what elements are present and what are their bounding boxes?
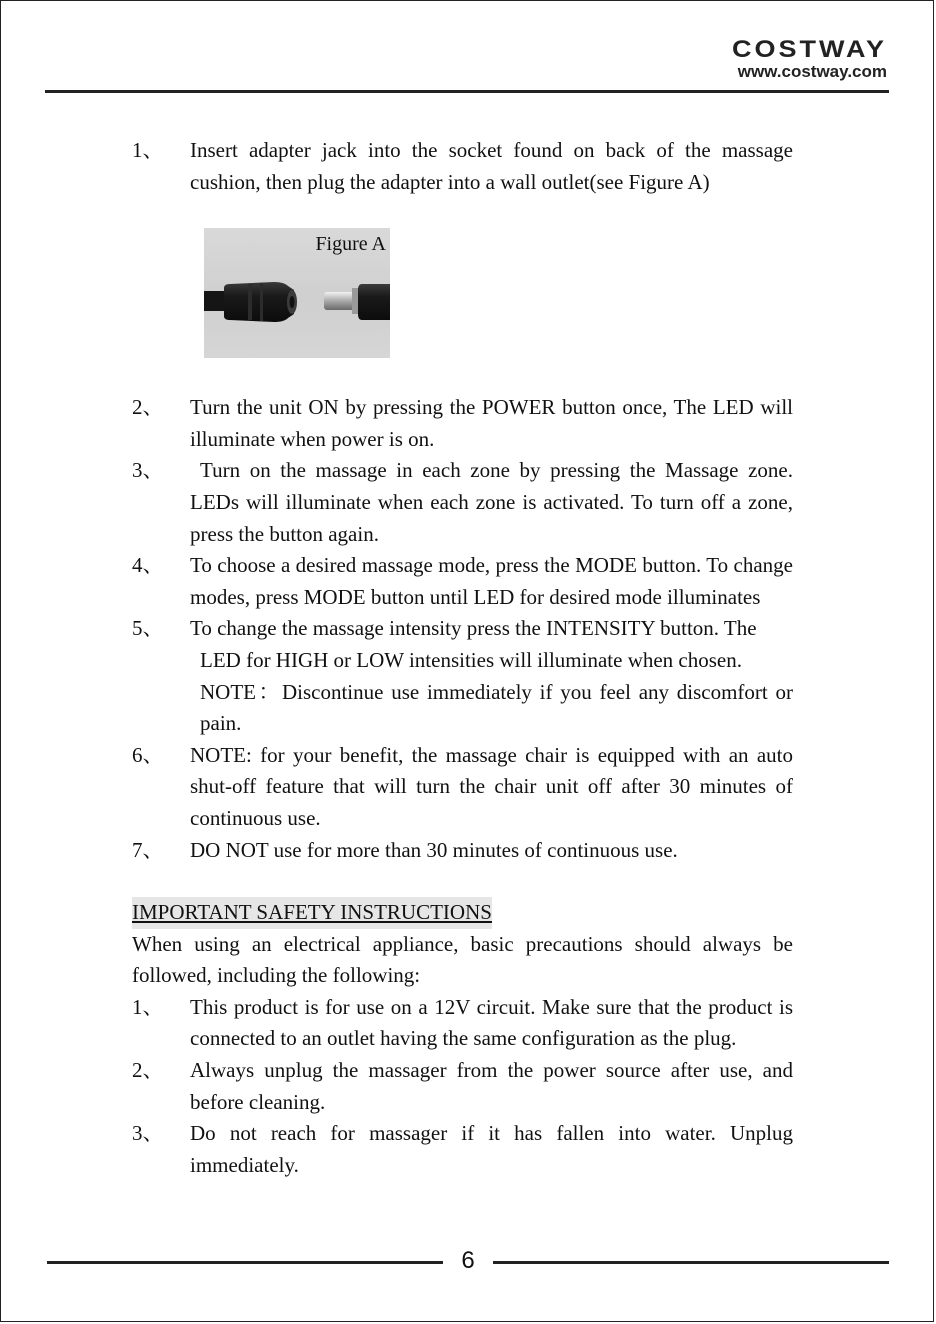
step-number: 4、: [132, 553, 164, 578]
brand-block: [732, 35, 887, 81]
step-text: NOTE: for your benefit, the massage chair is equipped with an auto shut-off feature that will turn the chair unit off after 30 minutes of continuous use.: [190, 742, 793, 830]
step-note: NOTE：Discontinue use immediately if you feel any discomfort or pain.: [200, 679, 793, 736]
safety-item-2: [132, 1055, 793, 1118]
figure-label: Figure A: [315, 233, 386, 256]
safety-item-3: [132, 1118, 793, 1181]
step-7: [132, 835, 793, 867]
step-number: 2、: [132, 395, 164, 420]
step-number: 3、: [132, 458, 164, 483]
step-text: Turn on the massage in each zone by pressing the Massage zone. LEDs will illuminate when each zone is activated. To turn off a zone, press the button again.: [190, 458, 793, 546]
step-5: [132, 613, 793, 739]
step-text-block: [190, 613, 793, 739]
step-text: Insert adapter jack into the socket found on back of the massage cushion, then plug the adapter into a wall outlet(see Figure A): [190, 138, 793, 194]
safety-number: 1、: [132, 994, 164, 1019]
step-1: [132, 135, 793, 198]
step-text: DO NOT use for more than 30 minutes of continuous use.: [190, 837, 678, 862]
step-text: To change the massage intensity press the INTENSITY button. The: [190, 616, 757, 641]
step-text: Turn the unit ON by pressing the POWER button once, The LED will illuminate when power is on.: [190, 395, 793, 451]
step-number: 1、: [132, 138, 164, 162]
figure-a: [204, 228, 390, 358]
safety-number: 2、: [132, 1058, 164, 1083]
brand-url[interactable]: www.costway.com: [737, 62, 887, 81]
footer-divider-right: [493, 1261, 889, 1264]
page-number: 6: [461, 1247, 475, 1274]
step-2: [132, 392, 793, 455]
step-number: 6、: [132, 742, 164, 767]
step-text-continued: LED for HIGH or LOW intensities will illuminate when chosen.: [200, 647, 743, 672]
step-6: [132, 740, 793, 835]
safety-text: Do not reach for massager if it has fallen into water. Unplug immediately.: [190, 1121, 793, 1177]
header-divider: [45, 90, 889, 93]
safety-heading: IMPORTANT SAFETY INSTRUCTIONS: [132, 897, 492, 929]
step-4: [132, 550, 793, 613]
safety-text: Always unplug the massager from the power source after use, and before cleaning.: [190, 1058, 793, 1114]
step-3: [132, 455, 793, 550]
step-number: 7、: [132, 837, 164, 862]
safety-number: 3、: [132, 1121, 164, 1146]
step-text: To choose a desired massage mode, press the MODE button. To change modes, press MODE button until LED for desired mode illuminates: [190, 553, 793, 609]
safety-text: This product is for use on a 12V circuit. Make sure that the product is connected to an outlet having the same configuration as the plug.: [190, 994, 793, 1051]
safety-intro: When using an electrical appliance, basic precautions should always be followed, including the following:: [132, 931, 793, 988]
footer-divider-left: [47, 1261, 443, 1264]
page-content: [132, 135, 793, 1181]
adapter-jack-and-plug-icon: [204, 228, 390, 358]
brand-logo: COSTWAY: [731, 35, 887, 63]
step-number: 5、: [132, 616, 164, 641]
safety-item-1: [132, 992, 793, 1055]
